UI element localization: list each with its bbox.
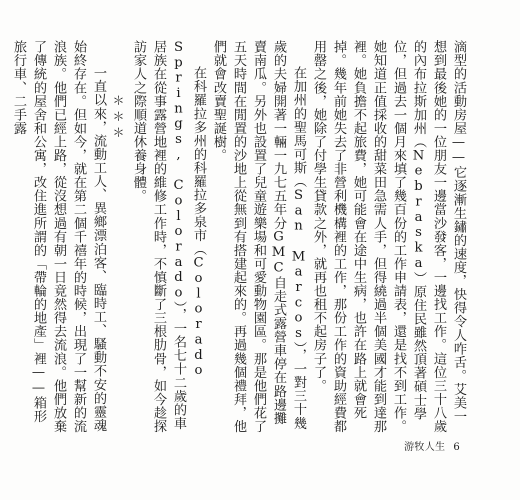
page-number: 6 (453, 442, 460, 453)
body-text (8, 40, 468, 435)
paragraph: 在科羅拉多州的科羅拉多泉市（Colorado Springs, Colorado），一名七十二歲的車居族在從事露營地裡的維修工作時，不慎斷了三根肋骨，如今趁探訪家人之際順道休養身體。 (131, 40, 206, 433)
page-footer (404, 438, 460, 453)
paragraph: 一直以來，流動工人、異鄉漂泊客、臨時工、騷動不安的靈魂始終存在。但如今，就在第二個千禧年的時候，出現了一幫新的流浪族。他們已經上路，從沒想過有朝一日竟然得去流浪。他們放棄了傳統的屋舍和公寓，改住進所謂的「帶輪的地產」裡——箱形旅行車、二手露 (11, 40, 106, 433)
section-separator: ＊＊＊ (111, 94, 125, 142)
running-title: 游牧人生 (404, 442, 446, 453)
paragraph: 在加州的聖馬可斯（San Marcos），一對三十幾歲的夫婦開著一輛一九七五年分GMC自走式露營車停在路邊攤賣南瓜。另外也設置了兒童遊樂場和可愛動物園區。那是他們花了五天時間在閒置的沙地上從無到有搭建起來的。再過幾個禮拜，他們就會改賣聖誕樹。 (211, 40, 306, 433)
paragraph: 滴型的活動房屋——它逐漸生鏽的速度，快得令人咋舌。艾美一想到最後她的一位朋友一邊當沙發客，一邊找工作。這位三十八歲的內布拉斯加州（Nebraska）原住民雖然頂著碩士學位，但過去一個月來填了幾百份的工作申請表，還是找不到工作。她知道正值採收的甜菜田急需人手，但得繞過半個美國才能到達那裡。她負擔不起旅費，她可能會在途中生病，也許在路上就會死掉。幾年前她失去了非營利機構裡的工作，那份工作的資助經費都用罄之後，她除了付學生貸款之外，就再也租不起房子了。 (311, 40, 466, 433)
